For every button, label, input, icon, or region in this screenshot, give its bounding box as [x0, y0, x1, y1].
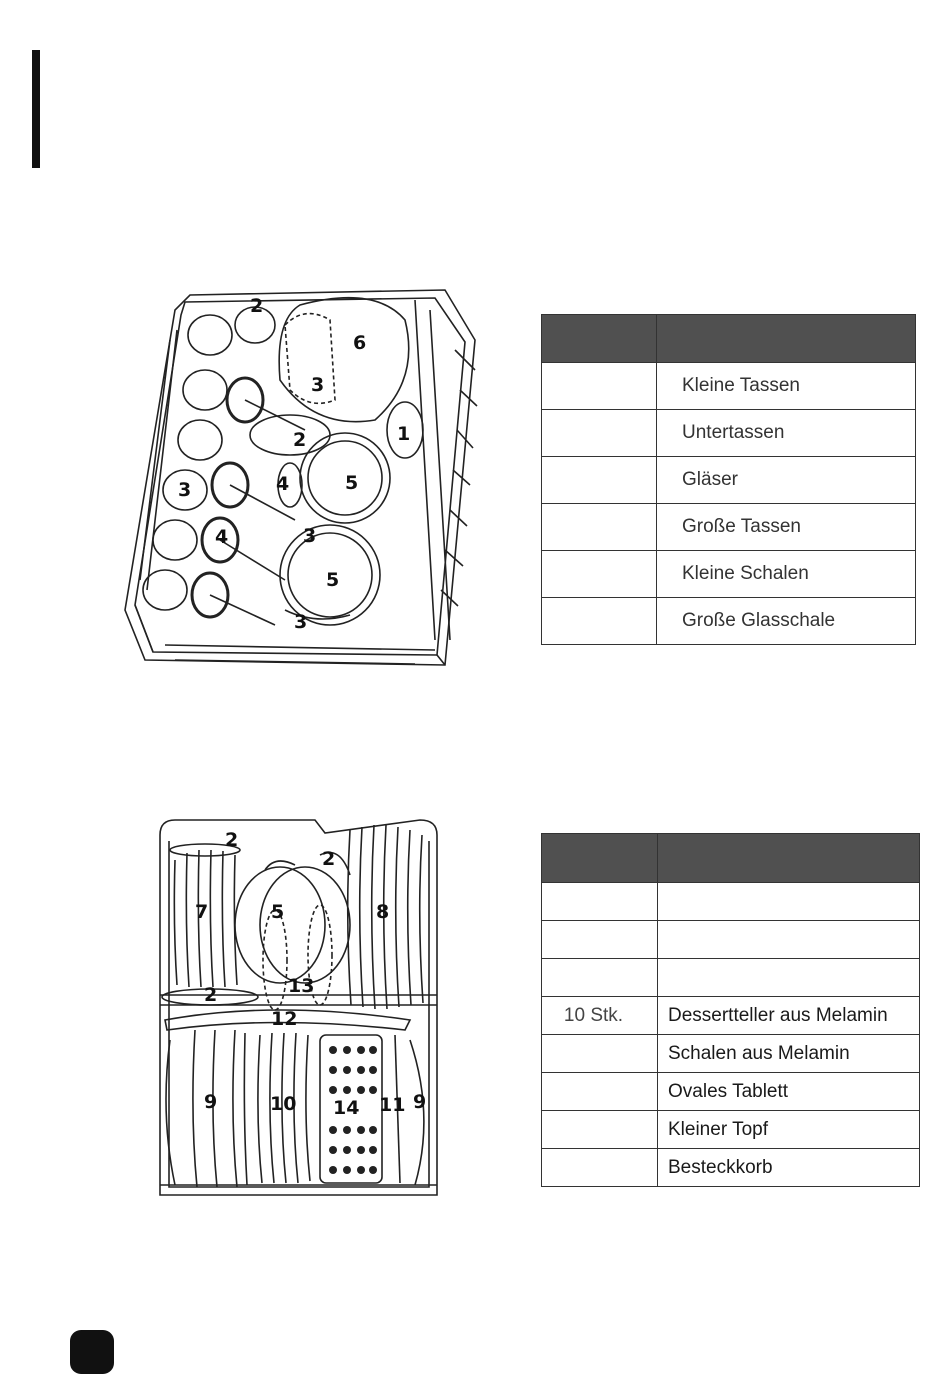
lower-label-2c: 2	[204, 984, 218, 1006]
table-row	[542, 551, 916, 598]
qty-cell	[542, 921, 658, 959]
item-cell: Kleine Schalen	[657, 551, 916, 598]
lower-label-5: 5	[271, 901, 285, 923]
lower-basket-figure	[155, 815, 445, 1210]
lower-label-2a: 2	[225, 829, 239, 851]
item-cell: Kleine Tassen	[657, 363, 916, 410]
qty-cell	[542, 504, 657, 551]
table-row	[542, 1035, 920, 1073]
qty-cell	[542, 1149, 658, 1187]
table-row	[542, 921, 920, 959]
header-cell-item	[657, 315, 916, 363]
section-marker-bar	[32, 50, 40, 168]
lower-label-7: 7	[195, 901, 209, 923]
table-row	[542, 997, 920, 1035]
upper-label-3b: 3	[178, 479, 192, 501]
table-row	[542, 504, 916, 551]
header-cell-qty	[542, 315, 657, 363]
qty-cell: 10 Stk.	[542, 997, 658, 1035]
qty-cell	[542, 959, 658, 997]
item-cell: Dessertteller aus Melamin	[658, 997, 920, 1035]
lower-label-8: 8	[376, 901, 390, 923]
item-cell: Schalen aus Melamin	[658, 1035, 920, 1073]
upper-label-5b: 5	[326, 569, 340, 591]
upper-label-1: 1	[397, 423, 411, 445]
table-header-row	[542, 834, 920, 883]
header-cell-item	[658, 834, 920, 883]
table-row	[542, 959, 920, 997]
lower-label-11: 11	[379, 1094, 406, 1116]
lower-label-12: 12	[271, 1008, 298, 1030]
upper-label-3d: 3	[294, 611, 308, 633]
item-cell: Untertassen	[657, 410, 916, 457]
item-cell: Große Glasschale	[657, 598, 916, 645]
qty-cell	[542, 551, 657, 598]
qty-cell	[542, 363, 657, 410]
upper-basket-figure	[115, 280, 485, 680]
qty-cell	[542, 1035, 658, 1073]
item-cell: Ovales Tablett	[658, 1073, 920, 1111]
item-cell: Gläser	[657, 457, 916, 504]
upper-label-6: 6	[353, 332, 367, 354]
lower-label-9b: 9	[413, 1091, 427, 1113]
qty-cell	[542, 598, 657, 645]
header-cell-qty	[542, 834, 658, 883]
lower-basket-illustration	[155, 815, 445, 1210]
upper-label-5a: 5	[345, 472, 359, 494]
table-row	[542, 883, 920, 921]
qty-cell	[542, 457, 657, 504]
item-cell	[658, 883, 920, 921]
upper-label-4a: 4	[276, 473, 290, 495]
lower-label-10: 10	[270, 1093, 297, 1115]
upper-label-2a: 2	[250, 295, 264, 317]
upper-label-2b: 2	[293, 429, 307, 451]
table-row	[542, 598, 916, 645]
lower-label-14: 14	[333, 1097, 360, 1119]
qty-cell	[542, 1073, 658, 1111]
upper-label-4b: 4	[215, 526, 229, 548]
item-cell	[658, 921, 920, 959]
upper-basket-table	[541, 314, 916, 645]
table-row	[542, 1073, 920, 1111]
upper-label-3c: 3	[303, 525, 317, 547]
lower-label-13: 13	[288, 975, 315, 997]
table-row	[542, 1149, 920, 1187]
item-cell: Kleiner Topf	[658, 1111, 920, 1149]
lower-label-2b: 2	[322, 848, 336, 870]
item-cell: Große Tassen	[657, 504, 916, 551]
upper-basket-illustration	[115, 280, 485, 680]
lower-label-9a: 9	[204, 1091, 218, 1113]
upper-label-3a: 3	[311, 374, 325, 396]
table-row	[542, 457, 916, 504]
page-number-badge	[70, 1330, 114, 1374]
qty-cell	[542, 1111, 658, 1149]
item-cell: Besteckkorb	[658, 1149, 920, 1187]
table-row	[542, 1111, 920, 1149]
table-row	[542, 363, 916, 410]
qty-cell	[542, 410, 657, 457]
table-row	[542, 410, 916, 457]
qty-cell	[542, 883, 658, 921]
table-header-row	[542, 315, 916, 363]
lower-basket-table	[541, 833, 920, 1187]
item-cell	[658, 959, 920, 997]
